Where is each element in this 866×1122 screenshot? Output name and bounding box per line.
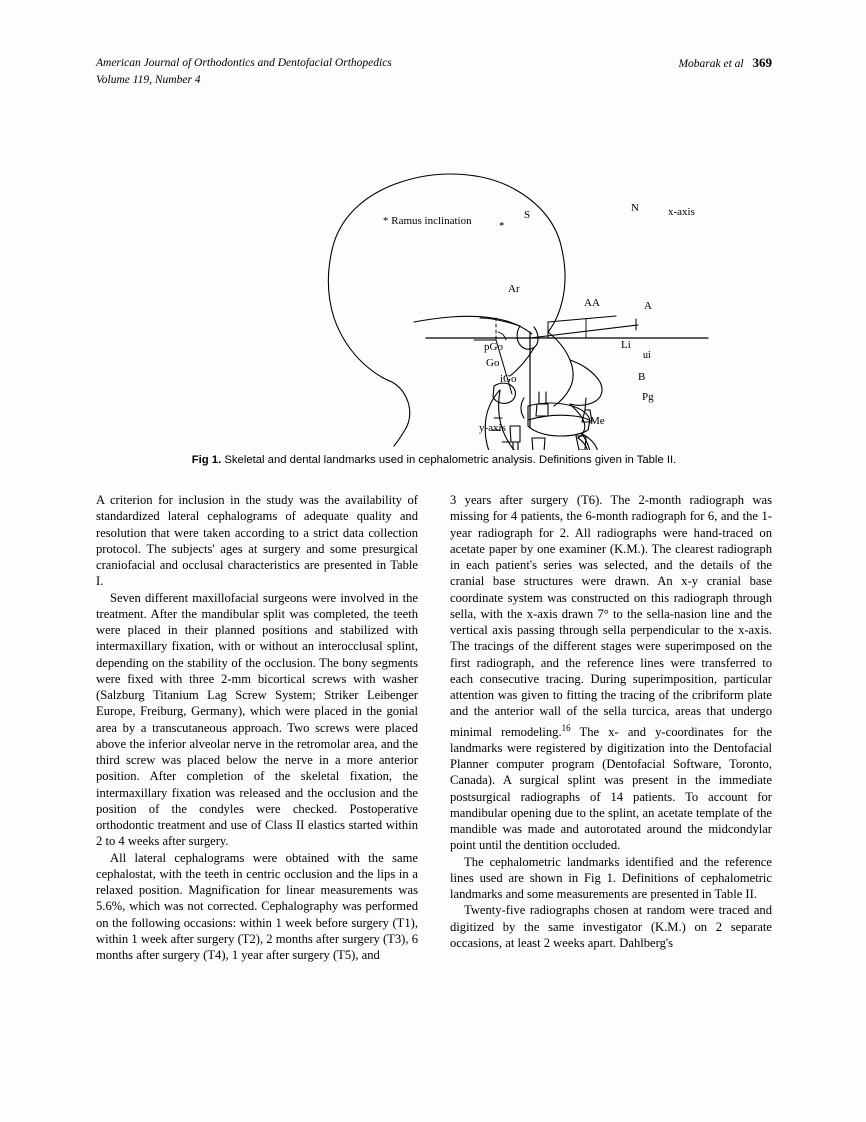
figure-caption-label: Fig 1. xyxy=(191,454,222,466)
label-igo: iGo xyxy=(500,373,517,385)
left-column xyxy=(96,492,418,963)
label-pg: Pg xyxy=(642,391,654,403)
label-b: B xyxy=(638,371,646,383)
paragraph: A criterion for inclusion in the study was the availability of standardized lateral cephalograms of adequate quality and resolution that were taken according to a strict data collection protocol. The subjects' ages at surgery and some presurgical craniofacial and occlusal characteristics are presented in Table I. xyxy=(96,493,418,589)
paragraph: All lateral cephalograms were obtained with the same cephalostat, with the teeth in centric occlusion and the lips in a relaxed position. Magnification for linear measurements was 5.6%, which was not corrected. Cephalography was performed on the following occasions: within 1 week before surgery (T1), within 1 week after surgery (T2), 2 months after surgery (T3), 6 months after surgery (T4), 1 year after surgery (T5), and xyxy=(96,850,418,962)
paragraph: The cephalometric landmarks identified and the reference lines used are shown in Fig 1. Definitions of cephalometric landmarks and some measurements are presented in Table II. xyxy=(450,854,772,902)
label-aa: AA xyxy=(584,297,600,309)
label-me: Me xyxy=(590,415,605,427)
label-a: A xyxy=(644,300,652,312)
page-number: 369 xyxy=(752,55,772,70)
label-li: Li xyxy=(621,339,631,351)
label-x-axis: x-axis xyxy=(668,206,695,218)
body-columns xyxy=(96,492,772,1082)
label-asterisk: * xyxy=(499,220,505,232)
figure-caption xyxy=(96,454,772,466)
right-column xyxy=(450,492,772,951)
running-head-right xyxy=(678,56,772,72)
paragraph-text-continued: The x- and y-coordinates for the landmarks were registered by digitization into the Dentofacial Planner computer program (Dentofacial Software, Toronto, Canada). A surgical splint was present in the immediate postsurgical radiographs of 14 patients. To account for mandibular opening due to the splint, an acetate template of the mandible was made and autorotated around the midcondylar point until the dentition occluded. xyxy=(450,724,772,853)
running-head-volume: Volume 119, Number 4 xyxy=(96,73,201,86)
label-pgo: pGo xyxy=(484,341,503,353)
label-y-axis: y-axis xyxy=(479,422,506,434)
label-go: Go xyxy=(486,357,500,369)
running-head xyxy=(96,56,772,87)
label-ar: Ar xyxy=(508,283,520,295)
label-ui: ui xyxy=(643,350,651,361)
paragraph: Twenty-five radiographs chosen at random were traced and digitized by the same investigator (K.M.) on 2 separate occasions, at least 2 weeks apart. Dahlberg's xyxy=(450,903,772,950)
figure-caption-text: Skeletal and dental landmarks used in cephalometric analysis. Definitions given in Table II. xyxy=(221,454,677,466)
paragraph-text: 3 years after surgery (T6). The 2-month radiograph was missing for 4 patients, the 6-month radiograph for 6, and the 1-year radiograph for 2. All radiographs were hand-traced on acetate paper by one examiner (K.M.). The clearest radiograph in each patient's series was selected, and the details of the cranial base structures were drawn. An x-y cranial base coordinate system was constructed on this radiograph through sella, with the x-axis drawn 7° to the sella-nasion line and the vertical axis passing through sella perpendicular to the x-axis. The tracings of the different stages were superimposed on the first radiograph, and the reference lines were transferred to each consecutive tracing. During superimposition, particular attention was given to fitting the tracing of the cribriform plate and the anterior wall of the sella turcica, areas that undergo minimal remodeling. xyxy=(450,493,772,739)
running-head-authors: Mobarak et al xyxy=(678,58,744,70)
label-s: S xyxy=(524,209,531,221)
running-head-journal: American Journal of Orthodontics and Dentofacial Orthopedics xyxy=(96,57,392,69)
cephalometric-tracing xyxy=(96,110,772,450)
paragraph xyxy=(450,492,772,854)
label-n: N xyxy=(631,202,639,214)
label-ramus-inclination: * Ramus inclination xyxy=(383,215,472,227)
reference-marker: 16 xyxy=(561,722,571,733)
figure-1 xyxy=(96,110,772,450)
paragraph: Seven different maxillofacial surgeons were involved in the treatment. After the mandibular split was completed, the teeth were placed in their planned positions and stabilized with intermaxillary fixation, with or without an interocclusal splint, depending on the stability of the occlusion. The bony segments were fixed with three 2-mm bicortical screws with washer (Salzburg Titanium Lag Screw System; Striker Leibenger Europe, Freiburg, Germany), which were placed in the gonial area by a transcutaneous approach. Two screws were placed above the inferior alveolar nerve in the retromolar area, and the third screw was placed below the nerve in a more anterior position. After completion of the skeletal fixation, the intermaxillary fixation was released and the occlusion and the position of the condyles were checked. Postoperative orthodontic treatment and use of Class II elastics started within 2 to 4 weeks after surgery. xyxy=(96,590,418,849)
